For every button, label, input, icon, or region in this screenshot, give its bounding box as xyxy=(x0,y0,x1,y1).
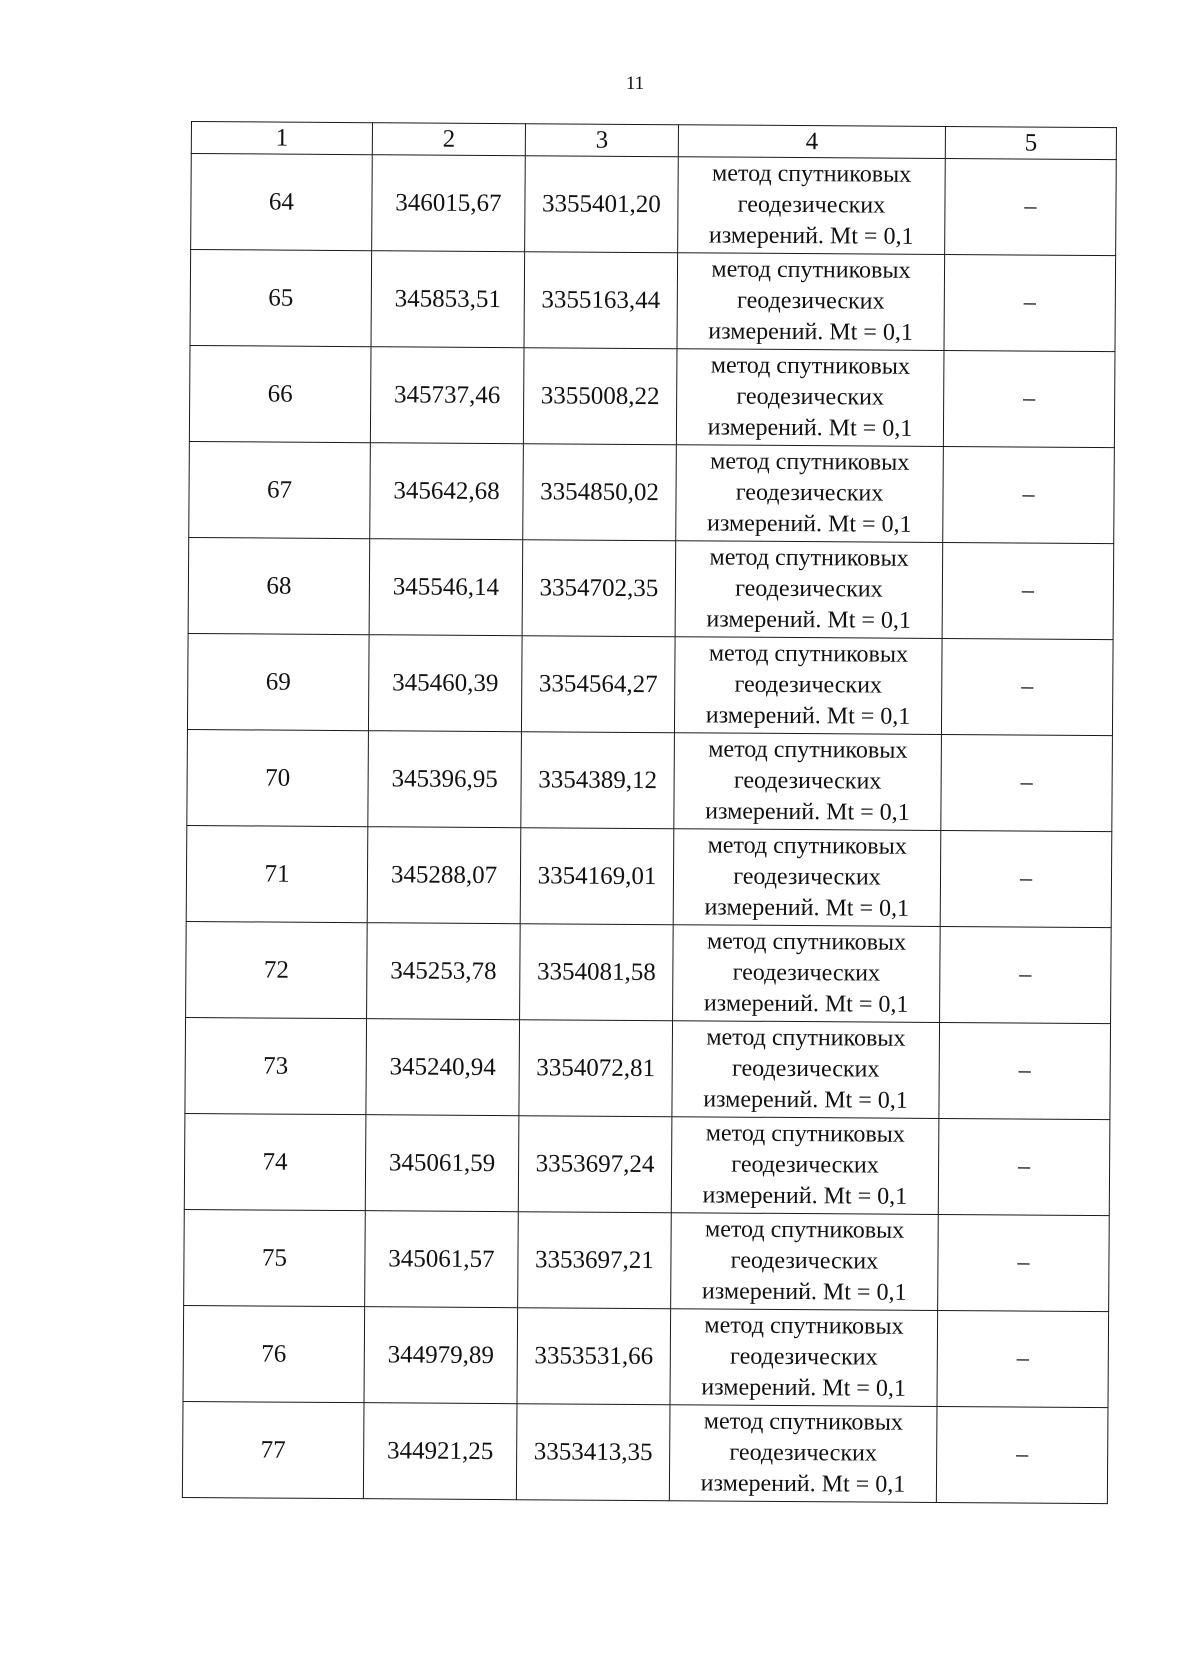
method-line: метод спутниковых xyxy=(710,448,910,476)
method-line: измерений. Mt = 0,1 xyxy=(703,990,909,1018)
method-line: измерений. Mt = 0,1 xyxy=(708,222,914,250)
table-row xyxy=(185,1017,1111,1119)
method-line: геодезических xyxy=(735,575,883,603)
point-number-cell: 70 xyxy=(187,729,369,826)
coordinate-y-cell: 3354081,58 xyxy=(520,924,674,1021)
coordinates-table xyxy=(182,121,1117,1504)
method-cell xyxy=(671,1213,939,1311)
coordinate-y-cell: 3353531,66 xyxy=(517,1308,671,1405)
method-cell xyxy=(674,733,942,831)
method-line: измерений. Mt = 0,1 xyxy=(708,318,913,346)
table-row xyxy=(186,825,1112,927)
column5-cell: – xyxy=(943,446,1115,543)
method-line: геодезических xyxy=(734,671,883,699)
column5-cell: – xyxy=(945,159,1117,256)
column-header: 5 xyxy=(945,127,1116,160)
method-cell xyxy=(673,925,941,1023)
point-number-cell: 75 xyxy=(184,1209,366,1306)
method-line: измерений. Mt = 0,1 xyxy=(700,1470,906,1498)
method-line: метод спутниковых xyxy=(706,1024,906,1052)
method-line: геодезических xyxy=(736,383,884,411)
column5-cell: – xyxy=(940,926,1112,1023)
method-cell xyxy=(670,1309,938,1407)
method-line: измерений. Mt = 0,1 xyxy=(707,414,913,442)
column5-cell: – xyxy=(939,1022,1111,1119)
coordinate-y-cell: 3355008,22 xyxy=(523,348,677,445)
coordinates-table-wrapper xyxy=(182,121,1116,1504)
coordinate-x-cell: 345061,59 xyxy=(365,1115,519,1212)
table-row xyxy=(184,1209,1110,1311)
column5-cell: – xyxy=(942,542,1114,639)
table-row xyxy=(191,154,1117,256)
table-row xyxy=(184,1113,1110,1215)
method-cell xyxy=(669,1405,937,1503)
point-number-cell: 74 xyxy=(184,1113,366,1210)
method-line: геодезических xyxy=(729,1343,878,1371)
coordinate-y-cell: 3354072,81 xyxy=(519,1020,673,1117)
method-line: геодезических xyxy=(731,1151,879,1179)
coordinate-y-cell: 3353697,21 xyxy=(518,1212,672,1309)
method-cell xyxy=(676,445,944,543)
table-row xyxy=(183,1305,1109,1407)
method-cell xyxy=(678,157,946,255)
coordinate-x-cell: 345396,95 xyxy=(368,731,522,828)
method-line: метод спутниковых xyxy=(712,160,912,188)
point-number-cell: 72 xyxy=(186,921,368,1018)
method-line: измерений. Mt = 0,1 xyxy=(706,606,912,634)
column5-cell: – xyxy=(944,255,1116,352)
method-line: метод спутниковых xyxy=(711,256,911,284)
method-line: метод спутниковых xyxy=(710,352,911,380)
column-header: 1 xyxy=(191,122,372,155)
coordinate-x-cell: 345288,07 xyxy=(367,827,521,924)
point-number-cell: 65 xyxy=(190,250,372,347)
column5-cell: – xyxy=(941,734,1113,831)
method-cell xyxy=(673,829,941,927)
table-row xyxy=(186,921,1112,1023)
point-number-cell: 77 xyxy=(182,1401,364,1498)
method-line: геодезических xyxy=(735,479,884,507)
column5-cell: – xyxy=(937,1310,1109,1407)
column5-cell: – xyxy=(938,1214,1110,1311)
coordinate-y-cell: 3354169,01 xyxy=(520,828,674,925)
method-line: метод спутниковых xyxy=(704,1312,904,1340)
method-line: метод спутниковых xyxy=(709,544,909,572)
table-row xyxy=(182,1401,1108,1503)
table-row xyxy=(190,250,1116,352)
method-line: измерений. Mt = 0,1 xyxy=(701,1278,907,1306)
column5-cell: – xyxy=(940,830,1112,927)
coordinate-y-cell: 3355163,44 xyxy=(524,252,678,349)
method-line: геодезических xyxy=(733,863,881,891)
coordinate-x-cell: 345642,68 xyxy=(370,443,524,540)
point-number-cell: 68 xyxy=(188,537,370,634)
point-number-cell: 66 xyxy=(189,345,371,442)
coordinate-x-cell: 344921,25 xyxy=(363,1403,517,1500)
table-row xyxy=(187,729,1113,831)
column5-cell: – xyxy=(938,1118,1110,1215)
method-line: геодезических xyxy=(730,1247,879,1275)
column5-cell: – xyxy=(936,1406,1108,1503)
method-line: измерений. Mt = 0,1 xyxy=(704,894,910,922)
coordinate-x-cell: 345460,39 xyxy=(368,635,522,732)
method-line: геодезических xyxy=(733,767,882,795)
column-header: 3 xyxy=(525,124,678,157)
page-number: 11 xyxy=(625,73,645,94)
coordinate-y-cell: 3355401,20 xyxy=(525,156,679,253)
method-line: геодезических xyxy=(737,191,886,219)
method-line: геодезических xyxy=(737,287,885,315)
method-line: геодезических xyxy=(729,1439,877,1467)
table-row xyxy=(189,345,1115,447)
table-body xyxy=(182,154,1116,1504)
table-row xyxy=(189,441,1115,543)
coordinate-x-cell: 345546,14 xyxy=(369,539,523,636)
method-cell xyxy=(675,541,943,639)
table-row xyxy=(187,633,1113,735)
point-number-cell: 64 xyxy=(191,154,373,251)
coordinate-y-cell: 3353413,35 xyxy=(516,1404,670,1501)
coordinate-y-cell: 3353697,24 xyxy=(518,1116,672,1213)
method-cell xyxy=(671,1117,939,1215)
method-cell xyxy=(677,253,945,351)
coordinate-y-cell: 3354702,35 xyxy=(522,540,676,637)
method-line: метод спутниковых xyxy=(705,1216,905,1244)
method-line: метод спутниковых xyxy=(708,736,908,764)
table-row xyxy=(188,537,1114,639)
method-line: измерений. Mt = 0,1 xyxy=(705,702,911,730)
coordinate-x-cell: 345061,57 xyxy=(365,1211,519,1308)
point-number-cell: 73 xyxy=(185,1017,367,1114)
column-header: 4 xyxy=(678,125,945,159)
method-line: измерений. Mt = 0,1 xyxy=(706,510,912,538)
point-number-cell: 69 xyxy=(187,633,369,730)
method-line: метод спутниковых xyxy=(708,640,909,668)
coordinate-y-cell: 3354389,12 xyxy=(521,732,675,829)
method-line: метод спутниковых xyxy=(703,1408,904,1436)
point-number-cell: 71 xyxy=(186,825,368,922)
method-line: геодезических xyxy=(731,1055,880,1083)
method-line: геодезических xyxy=(732,959,881,987)
coordinate-x-cell: 345253,78 xyxy=(367,923,521,1020)
column5-cell: – xyxy=(941,638,1113,735)
coordinate-x-cell: 344979,89 xyxy=(364,1307,518,1404)
coordinate-x-cell: 345240,94 xyxy=(366,1019,520,1116)
method-cell xyxy=(672,1021,940,1119)
method-line: измерений. Mt = 0,1 xyxy=(703,1086,908,1114)
point-number-cell: 67 xyxy=(189,441,371,538)
coordinate-x-cell: 345853,51 xyxy=(371,251,525,348)
coordinate-x-cell: 346015,67 xyxy=(372,155,526,252)
method-line: измерений. Mt = 0,1 xyxy=(701,1374,906,1402)
coordinate-x-cell: 345737,46 xyxy=(370,347,524,444)
method-cell xyxy=(674,637,942,735)
coordinate-y-cell: 3354564,27 xyxy=(521,636,675,733)
method-line: метод спутниковых xyxy=(705,1120,905,1148)
column5-cell: – xyxy=(943,350,1115,447)
method-cell xyxy=(676,349,944,447)
method-line: измерений. Mt = 0,1 xyxy=(705,798,910,826)
method-line: измерений. Mt = 0,1 xyxy=(702,1182,908,1210)
point-number-cell: 76 xyxy=(183,1305,365,1402)
coordinate-y-cell: 3354850,02 xyxy=(523,444,677,541)
column-header: 2 xyxy=(372,123,525,156)
method-line: метод спутниковых xyxy=(706,928,907,956)
method-line: метод спутниковых xyxy=(707,832,907,860)
